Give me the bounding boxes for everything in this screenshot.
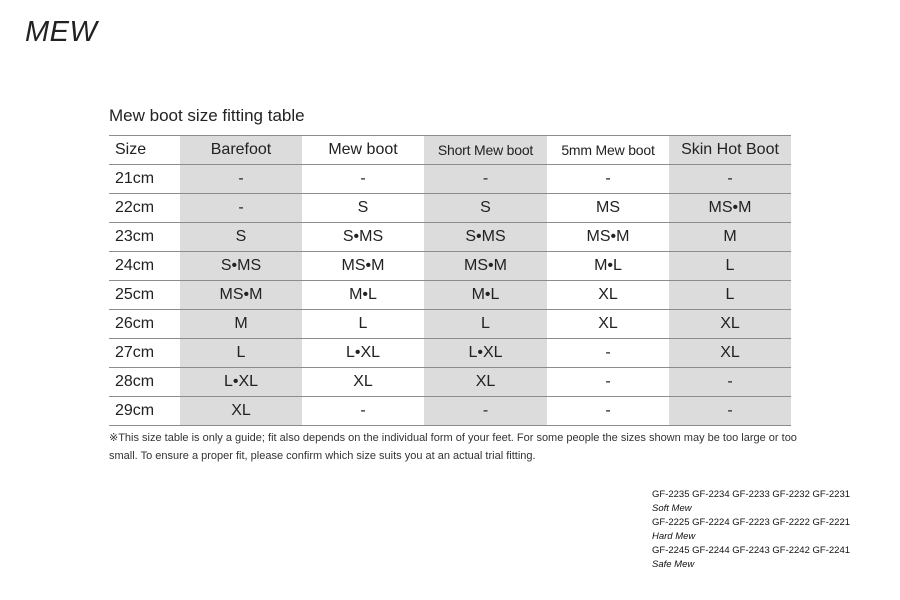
header-barefoot: Barefoot — [180, 136, 302, 165]
fit-cell: MS — [547, 194, 669, 223]
table-header-row — [109, 136, 791, 165]
fit-cell: S — [424, 194, 547, 223]
fit-cell: L — [302, 310, 424, 339]
fit-cell: - — [547, 165, 669, 194]
fit-cell: L — [669, 281, 791, 310]
size-cell: 24cm — [109, 252, 180, 281]
fit-cell: - — [424, 165, 547, 194]
size-fitting-table — [109, 135, 791, 426]
fit-cell: S — [180, 223, 302, 252]
fit-cell: - — [547, 339, 669, 368]
size-cell: 21cm — [109, 165, 180, 194]
size-cell: 28cm — [109, 368, 180, 397]
model-name: Safe Mew — [652, 559, 695, 570]
fit-cell: M•L — [302, 281, 424, 310]
fit-cell: S•MS — [180, 252, 302, 281]
fit-cell: XL — [669, 310, 791, 339]
model-name: Hard Mew — [652, 531, 696, 542]
fit-cell: - — [547, 397, 669, 426]
header-mew-boot: Mew boot — [302, 136, 424, 165]
fit-cell: XL — [669, 339, 791, 368]
table-body — [109, 165, 791, 426]
fit-cell: MS•M — [547, 223, 669, 252]
fit-cell: - — [180, 194, 302, 223]
model-codes: GF-2235 GF-2234 GF-2233 GF-2232 GF-2231 — [652, 489, 851, 500]
fit-cell: XL — [547, 310, 669, 339]
model-name: Soft Mew — [652, 503, 692, 514]
fit-cell: L•XL — [180, 368, 302, 397]
fit-cell: M•L — [547, 252, 669, 281]
table-row — [109, 310, 791, 339]
fit-cell: - — [669, 397, 791, 426]
size-cell: 22cm — [109, 194, 180, 223]
fit-cell: M•L — [424, 281, 547, 310]
model-codes: GF-2225 GF-2224 GF-2223 GF-2222 GF-2221 — [652, 517, 851, 528]
table-row — [109, 281, 791, 310]
fit-cell: XL — [424, 368, 547, 397]
size-cell: 29cm — [109, 397, 180, 426]
table-row — [109, 397, 791, 426]
header-short-mew-boot: Short Mew boot — [424, 136, 547, 165]
fit-cell: M — [180, 310, 302, 339]
fit-cell: XL — [547, 281, 669, 310]
table-row — [109, 252, 791, 281]
fit-cell: XL — [302, 368, 424, 397]
fit-cell: S•MS — [302, 223, 424, 252]
fit-cell: L — [180, 339, 302, 368]
header-skin-hot-boot: Skin Hot Boot — [669, 136, 791, 165]
fit-cell: MS•M — [424, 252, 547, 281]
fit-cell: S — [302, 194, 424, 223]
fit-cell: L•XL — [302, 339, 424, 368]
fit-cell: - — [180, 165, 302, 194]
size-cell: 23cm — [109, 223, 180, 252]
fit-cell: L•XL — [424, 339, 547, 368]
fit-cell: - — [302, 397, 424, 426]
fit-cell: - — [424, 397, 547, 426]
model-codes: GF-2245 GF-2244 GF-2243 GF-2242 GF-2241 — [652, 545, 851, 556]
table-row — [109, 339, 791, 368]
fit-cell: - — [302, 165, 424, 194]
fit-cell: M — [669, 223, 791, 252]
fit-cell: MS•M — [669, 194, 791, 223]
fit-cell: S•MS — [424, 223, 547, 252]
header-size: Size — [109, 136, 180, 165]
fit-cell: - — [669, 368, 791, 397]
size-disclaimer-note: ※This size table is only a guide; fit also depends on the individual form of your feet. For some people the sizes shown may be too large or too small. To ensure a proper fit, please confirm which size suits you at an actual trial fitting. — [109, 432, 797, 462]
brand-logo: MEW — [25, 16, 98, 48]
fit-cell: XL — [180, 397, 302, 426]
table-row — [109, 165, 791, 194]
size-cell: 25cm — [109, 281, 180, 310]
fit-cell: MS•M — [302, 252, 424, 281]
table-row — [109, 368, 791, 397]
fit-cell: L — [669, 252, 791, 281]
fit-cell: - — [547, 368, 669, 397]
header-5mm-mew-boot: 5mm Mew boot — [547, 136, 669, 165]
table-row — [109, 223, 791, 252]
size-cell: 27cm — [109, 339, 180, 368]
table-title: Mew boot size fitting table — [109, 106, 305, 125]
table-row — [109, 194, 791, 223]
fit-cell: - — [669, 165, 791, 194]
fit-cell: MS•M — [180, 281, 302, 310]
model-code-list — [652, 488, 850, 572]
size-cell: 26cm — [109, 310, 180, 339]
fit-cell: L — [424, 310, 547, 339]
